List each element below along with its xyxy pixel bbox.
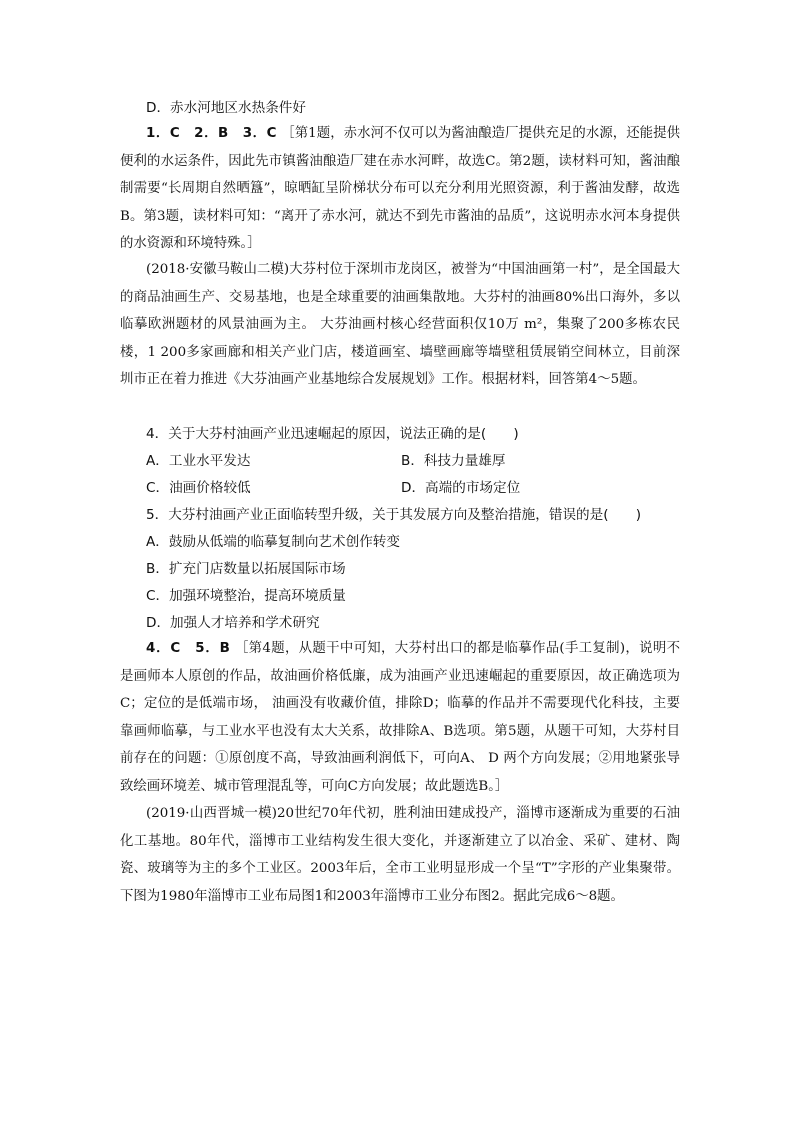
question-4-option-b: B．科技力量雄厚 xyxy=(401,453,506,469)
explanation-text-4-5: ［第4题，从题干中可知，大芬村出口的都是临摹作品(手工复制)，说明不是画师本人原创的作品，故油画价格低廉，成为油画产业迅速崛起的重要原因，故正确选项为C；定位的是低端市场， 油画没有收藏价值，排除D；临摹的作品并不需要现代化科技，主要靠画师临摹，与工业水平也没有太大关系，故排除A、B选项。第5题，从题干可知，大芬村目前存在的问题：①原创度不高，导致油画利润低下，可向A、 D 两个方向发展；②用地紧张导致绘画环境差、城市管理混乱等，可向C方向发展；故此题选B。］ xyxy=(120,641,680,794)
question-4-option-a: A．工业水平发达 xyxy=(146,453,251,469)
explanation-text-1-3: ［第1题，赤水河不仅可以为酱油酿造厂提供充足的水源，还能提供便利的水运条件，因此先市镇酱油酿造厂建在赤水河畔，故选C。第2题，读材料可知，酱油酿制需要“长周期自然晒簋”，晾晒缸呈阶梯状分布可以充分利用光照资源，利于酱油发酵，故选B。第3题，读材料可知：“离开了赤水河，就达不到先市酱油的品质”，这说明赤水河本身提供的水资源和环境特殊。］ xyxy=(120,126,680,251)
question-5-option-b: B．扩充门店数量以拓展国际市场 xyxy=(146,561,346,577)
question-4-option-c: C．油画价格较低 xyxy=(146,480,251,496)
material-passage-dafen: (2018·安徽马鞍山二模)大芬村位于深圳市龙岗区，被誉为“中国油画第一村”，是全国最大的商品油画生产、交易基地，也是全球重要的油画集散地。大芬村的油画80%出口海外，多以临摹欧洲题材的风景油画为主。 大芬油画村核心经营面积仅10万 m²，集聚了200多栋农民楼，1 200多家画廊和相关产业门店，楼道画室、墙壁画廊等墙壁租赁展销空间林立，目前深圳市正在着力推进《大芬油画产业基地综合发展规划》工作。根据材料，回答第4～5题。 xyxy=(120,262,680,387)
answer-explanation-1-3 xyxy=(120,120,680,251)
question-5-option-d: D．加强人才培养和学术研究 xyxy=(146,615,320,631)
answer-explanation-4-5 xyxy=(120,635,680,803)
material-passage-zibo: (2019·山西晋城一模)20世纪70年代初，胜利油田建成投产，淄博市逐渐成为重要的石油化工基地。80年代，淄博市工业结构发生很大变化，并逐渐建立了以冶金、采矿、建材、陶瓷、玻璃等为主的多个工业区。2003年后，全市工业明显形成一个呈“T”字形的产业集聚带。下图为1980年淄博市工业布局图1和2003年淄博市工业分布图2。据此完成6～8题。 xyxy=(120,806,680,904)
question-5-option-c: C．加强环境整治，提高环境质量 xyxy=(146,588,346,604)
question-4-stem: 4．关于大芬村油画产业迅速崛起的原因，说法正确的是( ) xyxy=(146,426,519,442)
question-5-stem: 5．大芬村油画产业正面临转型升级，关于其发展方向及整治措施，错误的是( ) xyxy=(146,507,642,523)
answer-key-4-5: 4．C 5．B xyxy=(146,641,231,656)
answer-key-1-3: 1．C 2．B 3．C xyxy=(146,126,277,141)
option-d-previous: D．赤水河地区水热条件好 xyxy=(146,100,306,116)
question-5-option-a: A．鼓励从低端的临摹复制向艺术创作转变 xyxy=(146,534,400,550)
question-4-option-d: D．高端的市场定位 xyxy=(401,480,521,496)
